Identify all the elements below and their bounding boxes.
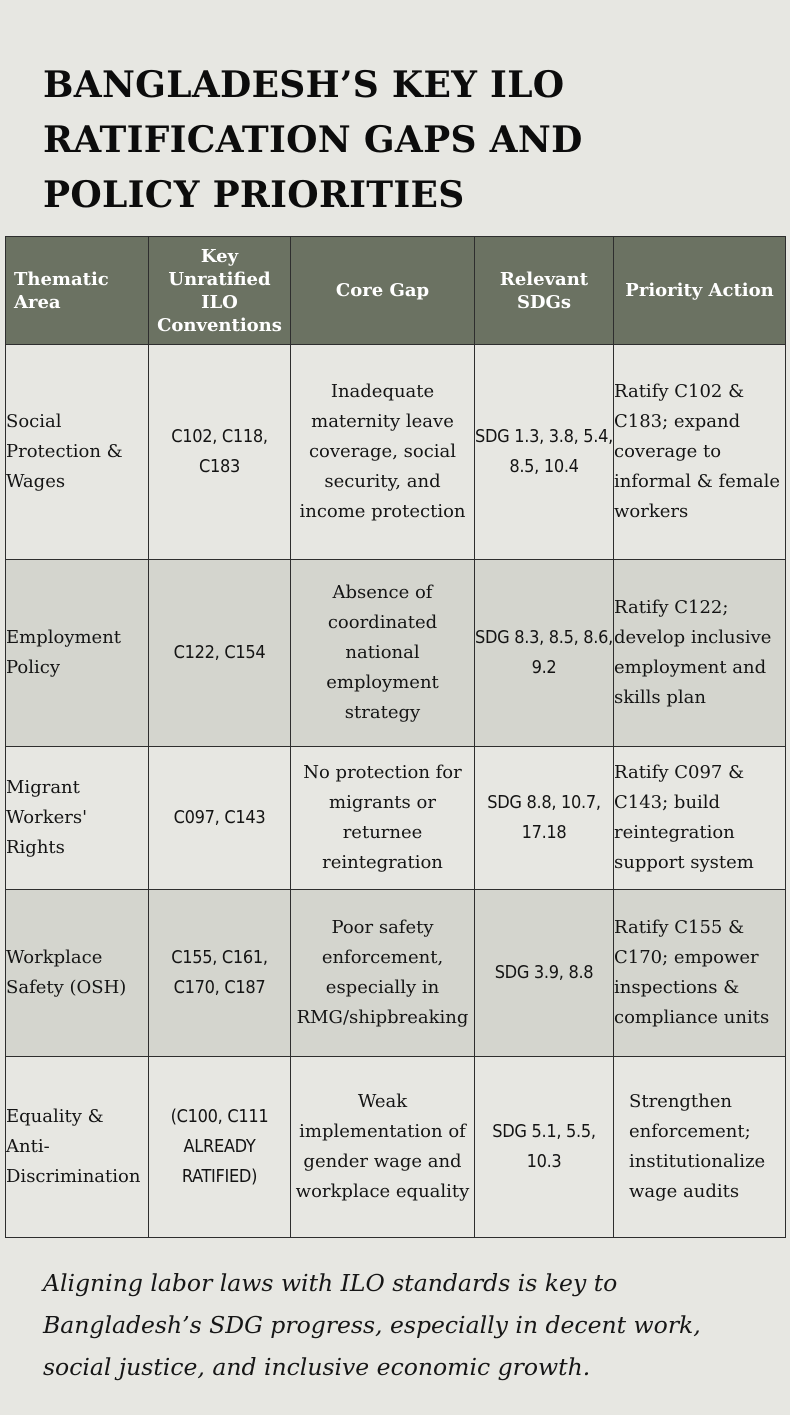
title-line-2: RATIFICATION GAPS AND bbox=[43, 119, 583, 161]
conventions-cell: C097, C143 bbox=[149, 747, 291, 890]
thematic-area-cell: Equality & Anti-Discrimination bbox=[6, 1057, 149, 1238]
core-gap-cell: Poor safety enforcement, especially in RMG/shipbreaking bbox=[291, 890, 475, 1057]
ilo-gaps-table bbox=[5, 236, 786, 1238]
table-row bbox=[6, 747, 786, 890]
header-unratified-conventions: Key Unratified ILO Conventions bbox=[149, 237, 291, 345]
conventions-cell: (C100, C111 ALREADY RATIFIED) bbox=[149, 1057, 291, 1238]
header-core-gap: Core Gap bbox=[291, 237, 475, 345]
header-relevant-sdgs: Relevant SDGs bbox=[475, 237, 614, 345]
core-gap-cell: Absence of coordinated national employment strategy bbox=[291, 560, 475, 747]
sdgs-cell: SDG 1.3, 3.8, 5.4, 8.5, 10.4 bbox=[475, 345, 614, 560]
table-row bbox=[6, 560, 786, 747]
header-priority-action: Priority Action bbox=[614, 237, 786, 345]
thematic-area-cell: Employment Policy bbox=[6, 560, 149, 747]
footer-caption: Aligning labor laws with ILO standards is key to Bangladesh’s SDG progress, especially in decent work, social justice, and inclusive economic growth. bbox=[43, 1269, 701, 1381]
thematic-area-cell: Workplace Safety (OSH) bbox=[6, 890, 149, 1057]
title-line-3: POLICY PRIORITIES bbox=[43, 174, 465, 216]
sdgs-cell: SDG 8.3, 8.5, 8.6, 9.2 bbox=[475, 560, 614, 747]
sdgs-cell: SDG 5.1, 5.5, 10.3 bbox=[475, 1057, 614, 1238]
table-row bbox=[6, 1057, 786, 1238]
thematic-area-cell: Social Protection & Wages bbox=[6, 345, 149, 560]
core-gap-cell: Inadequate maternity leave coverage, social security, and income protection bbox=[291, 345, 475, 560]
conventions-cell: C102, C118, C183 bbox=[149, 345, 291, 560]
priority-action-cell: Ratify C102 & C183; expand coverage to informal & female workers bbox=[614, 345, 786, 560]
core-gap-cell: No protection for migrants or returnee reintegration bbox=[291, 747, 475, 890]
sdgs-cell: SDG 3.9, 8.8 bbox=[475, 890, 614, 1057]
header-thematic-area: Thematic Area bbox=[6, 237, 149, 345]
priority-action-cell: Ratify C122; develop inclusive employment and skills plan bbox=[614, 560, 786, 747]
conventions-cell: C122, C154 bbox=[149, 560, 291, 747]
conventions-cell: C155, C161, C170, C187 bbox=[149, 890, 291, 1057]
table-header-row bbox=[6, 237, 786, 345]
title-line-1: BANGLADESH’S KEY ILO bbox=[43, 64, 565, 106]
table-row bbox=[6, 345, 786, 560]
core-gap-cell: Weak implementation of gender wage and workplace equality bbox=[291, 1057, 475, 1238]
table-row bbox=[6, 890, 786, 1057]
priority-action-cell: Ratify C155 & C170; empower inspections & compliance units bbox=[614, 890, 786, 1057]
priority-action-cell: Ratify C097 & C143; build reintegration support system bbox=[614, 747, 786, 890]
thematic-area-cell: Migrant Workers' Rights bbox=[6, 747, 149, 890]
page-title bbox=[43, 58, 763, 223]
priority-action-cell: Strengthen enforcement; institutionalize wage audits bbox=[614, 1057, 786, 1238]
sdgs-cell: SDG 8.8, 10.7, 17.18 bbox=[475, 747, 614, 890]
